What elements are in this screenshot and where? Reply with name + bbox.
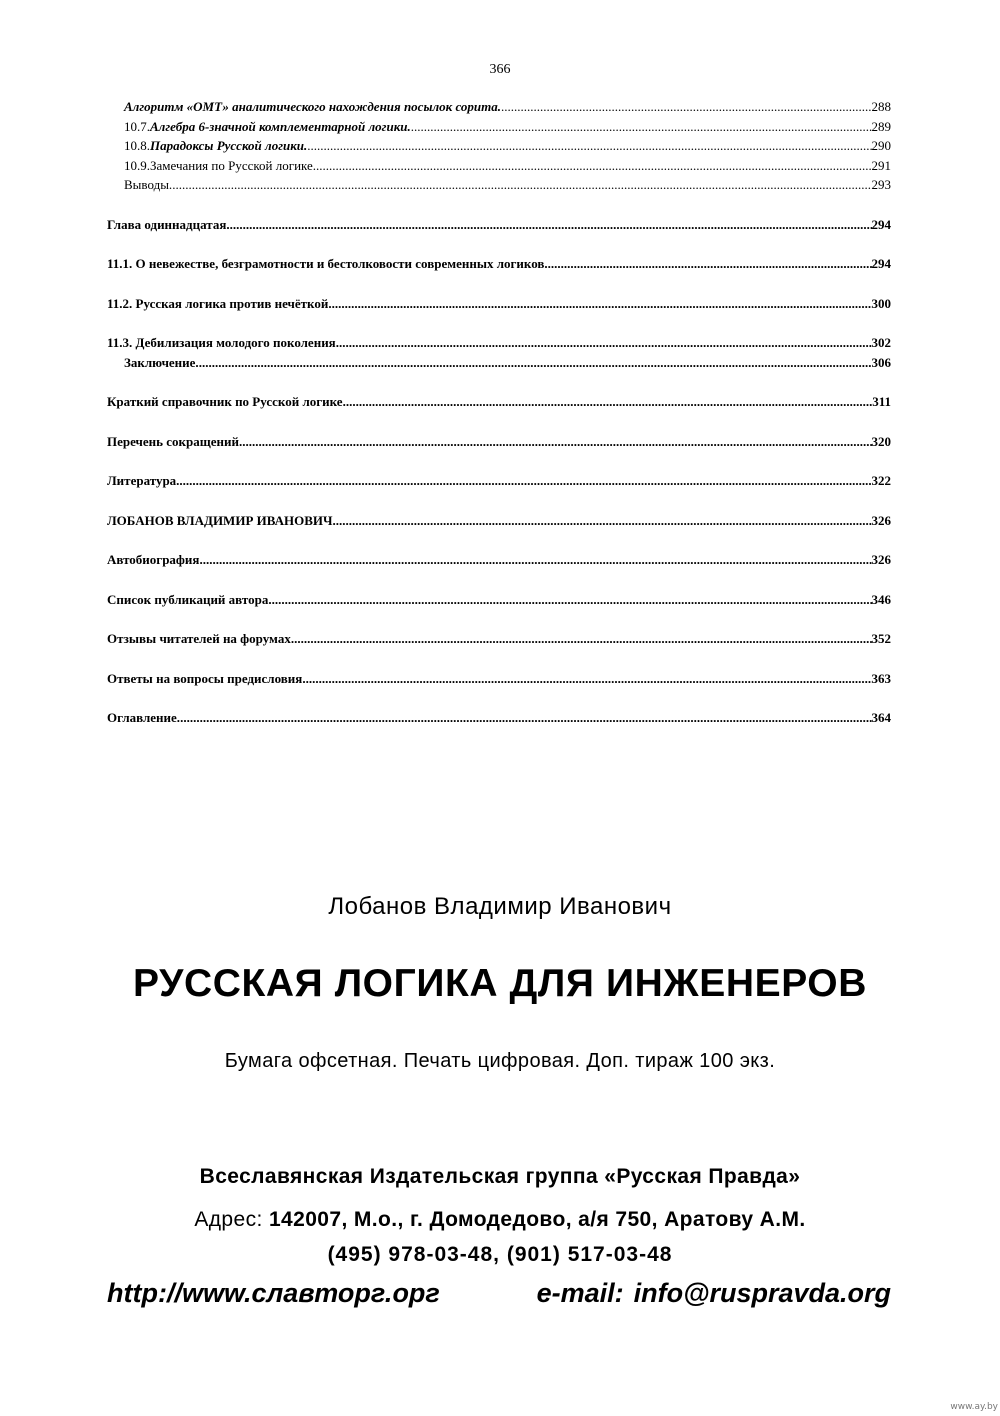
- toc-entry[interactable]: [107, 669, 891, 689]
- toc-leader-dots: [339, 333, 872, 353]
- toc-entry-page: 346: [871, 591, 891, 607]
- toc-entry-page: 364: [871, 710, 891, 725]
- toc-entry[interactable]: [107, 471, 891, 491]
- toc-leader-dots: [548, 254, 872, 274]
- toc-entry-title: Автобиография: [107, 552, 200, 567]
- email-link[interactable]: info@ruspravda.org: [633, 1278, 891, 1308]
- toc-entry[interactable]: [107, 590, 891, 610]
- toc-entry-page: 300: [871, 295, 891, 311]
- toc-leader-dots: [199, 550, 871, 570]
- publisher-name: Всеславянская Издательская группа «Русская Правда»: [199, 1165, 801, 1188]
- toc-entry-title: Отзывы читателей на форумах.: [107, 631, 295, 646]
- toc-entry-title: 11.3. Дебилизация молодого поколения.: [107, 335, 339, 350]
- toc-entry-title: 11.1. О невежестве, безграмотности и бестолковости современных логиков.: [107, 256, 548, 271]
- toc-entry-page: 290: [871, 138, 891, 153]
- page-number: 366: [489, 62, 511, 77]
- toc-leader-dots: [239, 432, 872, 452]
- toc-entry-title: Перечень сокращений: [107, 433, 239, 449]
- toc-entry-title: Алгебра 6-значной комплементарной логики.: [150, 118, 411, 134]
- toc-entry[interactable]: [107, 432, 891, 452]
- toc-entry[interactable]: [107, 136, 891, 156]
- toc-entry-title: Парадоксы Русской логики.: [150, 138, 308, 153]
- email-block: [537, 1278, 891, 1309]
- publisher-address: [0, 1208, 1000, 1232]
- toc-entry-title: Оглавление.: [107, 710, 181, 725]
- toc-leader-dots: [226, 215, 871, 235]
- toc-entry[interactable]: [107, 254, 891, 274]
- print-details: Бумага офсетная. Печать цифровая. Доп. тираж 100 экз.: [224, 1050, 776, 1072]
- toc-entry-title: Краткий справочник по Русской логике: [107, 394, 343, 409]
- toc-entry-title: ЛОБАНОВ ВЛАДИМИР ИВАНОВИЧ.: [107, 512, 336, 528]
- email-label: e-mail:: [536, 1278, 624, 1308]
- toc-entry-number: 10.7.: [124, 118, 150, 134]
- toc-entry-number: 10.9.: [124, 157, 150, 173]
- toc-leader-dots: [411, 117, 872, 137]
- toc-entry-page: 291: [871, 157, 891, 173]
- toc-entry-page: 302: [871, 335, 891, 350]
- address-value: 142007, М.о., г. Домодедово, а/я 750, Аратову А.М.: [268, 1208, 806, 1231]
- watermark: www.ay.by: [950, 1402, 998, 1412]
- toc-leader-dots: [180, 708, 871, 728]
- address-label: Адрес:: [194, 1208, 269, 1231]
- toc-entry-page: 320: [871, 433, 891, 449]
- toc-entry[interactable]: [107, 215, 891, 235]
- toc-leader-dots: [302, 669, 871, 689]
- toc-entry-page: 363: [871, 670, 891, 686]
- toc-leader-dots: [343, 392, 873, 412]
- toc-entry-page: 289: [871, 118, 891, 134]
- toc-entry-page: 326: [871, 552, 891, 567]
- toc-entry-page: 326: [871, 512, 891, 528]
- toc-entry-title: Список публикаций автора: [107, 591, 269, 607]
- toc-entry-page: 294: [871, 216, 891, 232]
- toc-entry-title: Литература: [107, 473, 177, 488]
- toc-entry[interactable]: [107, 294, 891, 314]
- toc-entry-title: Алгоритм «ОМТ» аналитического нахождения посылок сорита.: [124, 99, 502, 114]
- contact-line: [107, 1278, 891, 1309]
- toc-entry-title: Глава одиннадцатая: [107, 216, 227, 232]
- toc-entry[interactable]: [107, 392, 891, 412]
- toc-entry-page: 294: [871, 256, 891, 271]
- toc-entry-page: 306: [871, 354, 891, 370]
- toc-entry[interactable]: [107, 97, 891, 117]
- author-name: Лобанов Владимир Иванович: [328, 893, 672, 920]
- toc-leader-dots: [268, 590, 871, 610]
- toc-entry-page: 322: [871, 473, 891, 488]
- toc-entry-title: Выводы.: [124, 177, 173, 192]
- toc-leader-dots: [307, 136, 871, 156]
- toc-entry[interactable]: [107, 550, 891, 570]
- toc-entry[interactable]: [107, 629, 891, 649]
- toc-entry[interactable]: [107, 511, 891, 531]
- toc-entry-page: 288: [871, 99, 891, 114]
- toc-leader-dots: [501, 97, 871, 117]
- toc-entry[interactable]: [107, 156, 891, 176]
- website-link[interactable]: http://www.славторг.орг: [107, 1278, 440, 1308]
- toc-entry-title: Заключение.: [124, 354, 199, 370]
- book-title: РУССКАЯ ЛОГИКА ДЛЯ ИНЖЕНЕРОВ: [132, 962, 867, 1005]
- toc-leader-dots: [199, 353, 872, 373]
- toc-entry-page: 352: [871, 631, 891, 646]
- toc-entry[interactable]: [107, 708, 891, 728]
- table-of-contents: [107, 97, 891, 728]
- toc-leader-dots: [294, 629, 871, 649]
- publisher-phones: (495) 978-03-48, (901) 517-03-48: [327, 1243, 673, 1266]
- toc-entry-number: 10.8.: [124, 138, 150, 153]
- toc-entry-title: Ответы на вопросы предисловия: [107, 670, 303, 686]
- toc-entry-title: 11.2. Русская логика против нечёткой: [107, 295, 329, 311]
- toc-entry-page: 311: [872, 394, 891, 409]
- toc-entry[interactable]: [107, 333, 891, 353]
- toc-entry[interactable]: [107, 353, 891, 373]
- toc-entry[interactable]: [107, 117, 891, 137]
- toc-entry-page: 293: [871, 177, 891, 192]
- toc-leader-dots: [172, 175, 871, 195]
- toc-leader-dots: [336, 511, 872, 531]
- toc-leader-dots: [176, 471, 871, 491]
- toc-entry-title: Замечания по Русской логике: [150, 157, 313, 173]
- toc-leader-dots: [328, 294, 871, 314]
- toc-leader-dots: [313, 156, 872, 176]
- toc-entry[interactable]: [107, 175, 891, 195]
